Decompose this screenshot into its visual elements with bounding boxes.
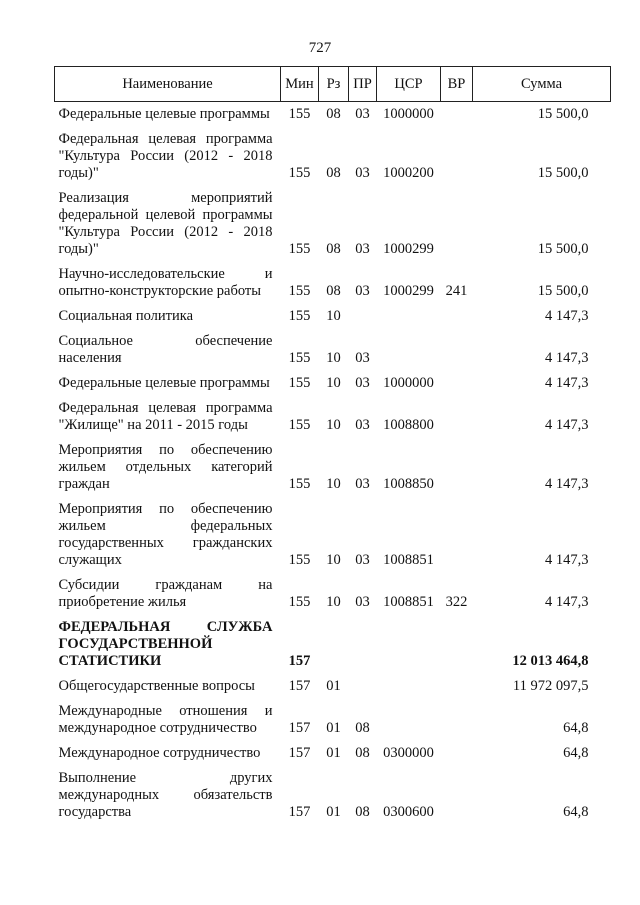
cell-csr: 1008800 xyxy=(383,417,434,433)
cell-pr: 08 xyxy=(355,745,370,761)
cell-min: 157 xyxy=(288,745,311,761)
cell-sum: 4 147,3 xyxy=(545,594,589,610)
cell-rz: 08 xyxy=(326,283,341,299)
cell-csr xyxy=(377,674,441,699)
cell-csr: 1000299 xyxy=(383,283,434,299)
cell-vr xyxy=(441,396,473,438)
cell-rz: 10 xyxy=(326,476,341,492)
cell-vr xyxy=(441,438,473,497)
cell-min: 157 xyxy=(288,678,311,694)
budget-table xyxy=(54,66,611,825)
table-body xyxy=(55,102,611,826)
column-header-vr: ВР xyxy=(441,67,473,102)
cell-csr xyxy=(377,699,441,741)
cell-sum: 15 500,0 xyxy=(537,106,589,122)
cell-rz: 08 xyxy=(326,106,341,122)
cell-vr xyxy=(441,674,473,699)
cell-min: 155 xyxy=(288,165,311,181)
table-row xyxy=(55,615,611,674)
cell-csr: 1000299 xyxy=(383,241,434,257)
cell-vr xyxy=(441,615,473,674)
cell-min: 155 xyxy=(288,417,311,433)
cell-name: Научно-исследовательские и опытно-конструкторские работы xyxy=(58,266,273,299)
cell-name: Международное сотрудничество xyxy=(58,745,261,761)
cell-min: 155 xyxy=(288,552,311,568)
cell-name: Федеральные целевые программы xyxy=(58,375,270,391)
cell-sum: 4 147,3 xyxy=(545,308,589,324)
table-row xyxy=(55,186,611,262)
cell-min: 157 xyxy=(288,804,311,820)
cell-pr: 03 xyxy=(355,106,370,122)
cell-pr xyxy=(349,674,377,699)
cell-name: Общегосударственные вопросы xyxy=(58,678,255,694)
cell-csr: 1000000 xyxy=(383,106,434,122)
cell-sum: 4 147,3 xyxy=(545,552,589,568)
cell-pr: 08 xyxy=(355,804,370,820)
cell-vr: 241 xyxy=(445,283,468,299)
table-row xyxy=(55,304,611,329)
cell-pr: 03 xyxy=(355,350,370,366)
table-row xyxy=(55,371,611,396)
cell-sum: 11 972 097,5 xyxy=(512,678,589,694)
cell-csr: 1000000 xyxy=(383,375,434,391)
cell-rz: 10 xyxy=(326,594,341,610)
cell-pr: 03 xyxy=(355,594,370,610)
cell-pr: 03 xyxy=(355,283,370,299)
cell-name: Международные отношения и международное сотрудничество xyxy=(58,703,273,736)
cell-name: Федеральная целевая программа "Культура России (2012 - 2018 годы)" xyxy=(58,131,273,181)
cell-name: Мероприятия по обеспечению жильем отдельных категорий граждан xyxy=(58,442,273,492)
table-row xyxy=(55,127,611,186)
cell-vr xyxy=(441,102,473,128)
cell-min: 155 xyxy=(288,476,311,492)
table-row xyxy=(55,438,611,497)
cell-pr xyxy=(349,304,377,329)
cell-csr: 0300600 xyxy=(383,804,434,820)
cell-pr: 03 xyxy=(355,476,370,492)
cell-name: Мероприятия по обеспечению жильем федеральных государственных гражданских служащих xyxy=(58,501,273,568)
cell-min: 155 xyxy=(288,308,311,324)
cell-min: 155 xyxy=(288,350,311,366)
cell-name: Социальная политика xyxy=(58,308,194,324)
cell-rz: 01 xyxy=(326,745,341,761)
cell-name: Федеральные целевые программы xyxy=(58,106,270,122)
cell-rz: 01 xyxy=(326,678,341,694)
column-header-csr: ЦСР xyxy=(377,67,441,102)
cell-vr xyxy=(441,304,473,329)
cell-pr: 03 xyxy=(355,417,370,433)
cell-sum: 64,8 xyxy=(563,720,589,736)
cell-csr xyxy=(377,304,441,329)
cell-csr: 1008850 xyxy=(383,476,434,492)
cell-vr: 322 xyxy=(445,594,468,610)
cell-pr: 03 xyxy=(355,552,370,568)
cell-vr xyxy=(441,766,473,825)
table-row xyxy=(55,766,611,825)
cell-vr xyxy=(441,127,473,186)
cell-name: Субсидии гражданам на приобретение жилья xyxy=(58,577,273,610)
cell-rz: 08 xyxy=(326,241,341,257)
cell-name: Реализация мероприятий федеральной целевой программы "Культура России (2012 - 2018 годы)" xyxy=(58,190,273,257)
cell-sum: 64,8 xyxy=(563,804,589,820)
cell-vr xyxy=(441,497,473,573)
column-header-name: Наименование xyxy=(55,67,281,102)
table-row xyxy=(55,497,611,573)
cell-min: 155 xyxy=(288,241,311,257)
cell-sum: 4 147,3 xyxy=(545,350,589,366)
table-row xyxy=(55,699,611,741)
cell-min: 155 xyxy=(288,283,311,299)
cell-name: ФЕДЕРАЛЬНАЯ СЛУЖБА ГОСУДАРСТВЕННОЙ СТАТИСТИКИ xyxy=(58,619,273,669)
cell-min: 157 xyxy=(288,720,311,736)
table-row xyxy=(55,102,611,128)
table-row xyxy=(55,674,611,699)
cell-vr xyxy=(441,186,473,262)
cell-csr xyxy=(377,615,441,674)
cell-vr xyxy=(441,741,473,766)
cell-sum: 4 147,3 xyxy=(545,417,589,433)
cell-sum: 15 500,0 xyxy=(537,283,589,299)
cell-min: 155 xyxy=(288,594,311,610)
cell-name: Выполнение других международных обязательств государства xyxy=(58,770,273,820)
cell-csr: 1008851 xyxy=(383,594,434,610)
cell-csr xyxy=(377,329,441,371)
cell-rz: 01 xyxy=(326,804,341,820)
cell-rz: 10 xyxy=(326,552,341,568)
cell-min: 155 xyxy=(288,375,311,391)
table-row xyxy=(55,329,611,371)
cell-rz: 01 xyxy=(326,720,341,736)
cell-csr: 1000200 xyxy=(383,165,434,181)
cell-rz: 10 xyxy=(326,308,341,324)
cell-pr: 08 xyxy=(355,720,370,736)
column-header-rz: Рз xyxy=(319,67,349,102)
table-row xyxy=(55,262,611,304)
cell-vr xyxy=(441,699,473,741)
cell-pr xyxy=(349,615,377,674)
cell-csr: 1008851 xyxy=(383,552,434,568)
cell-sum: 4 147,3 xyxy=(545,375,589,391)
cell-csr: 0300000 xyxy=(383,745,434,761)
cell-name: Социальное обеспечение населения xyxy=(58,333,273,366)
table-row xyxy=(55,741,611,766)
table-row xyxy=(55,396,611,438)
cell-name: Федеральная целевая программа "Жилище" на 2011 - 2015 годы xyxy=(58,400,273,433)
cell-sum: 12 013 464,8 xyxy=(512,653,589,669)
cell-rz xyxy=(319,615,349,674)
table-row xyxy=(55,573,611,615)
cell-min: 157 xyxy=(288,653,311,669)
cell-sum: 15 500,0 xyxy=(537,165,589,181)
cell-rz: 08 xyxy=(326,165,341,181)
column-header-sum: Сумма xyxy=(473,67,611,102)
cell-pr: 03 xyxy=(355,241,370,257)
cell-vr xyxy=(441,329,473,371)
cell-pr: 03 xyxy=(355,165,370,181)
cell-rz: 10 xyxy=(326,417,341,433)
cell-sum: 15 500,0 xyxy=(537,241,589,257)
page-number: 727 xyxy=(308,40,332,56)
cell-rz: 10 xyxy=(326,375,341,391)
column-header-min: Мин xyxy=(281,67,319,102)
cell-sum: 64,8 xyxy=(563,745,589,761)
cell-pr: 03 xyxy=(355,375,370,391)
cell-sum: 4 147,3 xyxy=(545,476,589,492)
cell-min: 155 xyxy=(288,106,311,122)
column-header-pr: ПР xyxy=(349,67,377,102)
cell-rz: 10 xyxy=(326,350,341,366)
table-header-row xyxy=(55,67,611,102)
cell-vr xyxy=(441,371,473,396)
